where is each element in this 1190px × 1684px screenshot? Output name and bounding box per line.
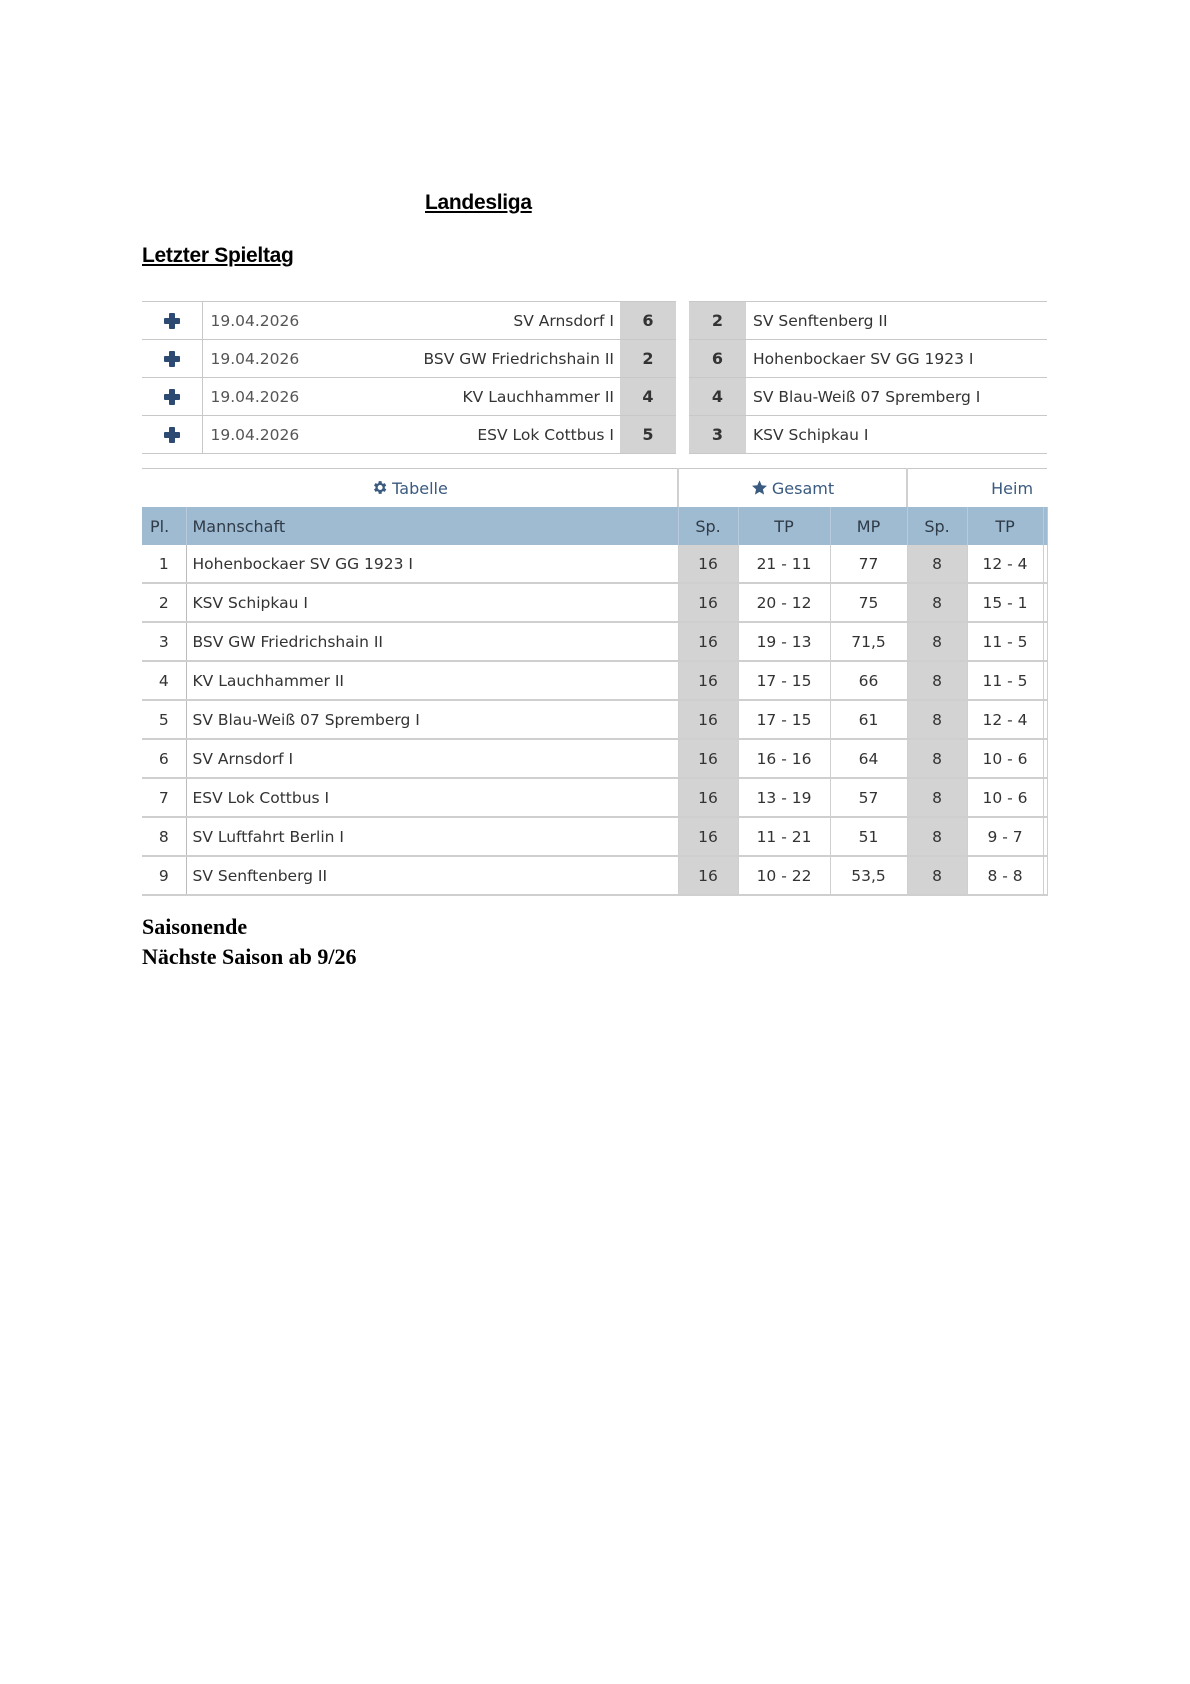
standings-row (142, 661, 1047, 700)
away-score: 2 (689, 302, 746, 340)
match-points: 57 (830, 778, 907, 817)
games-played: 16 (678, 856, 738, 895)
col-header-home-sp[interactable]: Sp. (907, 507, 967, 545)
home-team[interactable]: SV Arnsdorf I (362, 302, 620, 340)
col-header-pl[interactable]: Pl. (142, 507, 186, 545)
match-points: 61 (830, 700, 907, 739)
expand-button[interactable] (142, 302, 202, 340)
home-games-played: 8 (907, 778, 967, 817)
cut-cell (1043, 583, 1047, 622)
page-title: Landesliga (425, 191, 532, 214)
home-team[interactable]: KV Lauchhammer II (362, 378, 620, 416)
rank: 3 (142, 622, 186, 661)
next-season-text: Nächste Saison ab 9/26 (142, 944, 357, 969)
expand-button[interactable] (142, 416, 202, 454)
standings-row (142, 545, 1047, 583)
group-header-row (142, 469, 1047, 508)
group-total-label: Gesamt (771, 478, 835, 498)
col-header-cut (1043, 507, 1047, 545)
away-score: 4 (689, 378, 746, 416)
score-separator (676, 302, 689, 340)
col-header-tp[interactable]: TP (738, 507, 830, 545)
plus-icon (164, 313, 180, 329)
team-name[interactable]: SV Blau-Weiß 07 Spremberg I (186, 700, 678, 739)
home-games-played: 8 (907, 739, 967, 778)
away-team[interactable]: Hohenbockaer SV GG 1923 I (746, 340, 1047, 378)
footer-note (142, 912, 357, 972)
group-table[interactable] (142, 469, 678, 508)
standings-table (142, 468, 1047, 896)
home-games-played: 8 (907, 661, 967, 700)
result-row (142, 378, 1047, 416)
away-score: 3 (689, 416, 746, 454)
team-name[interactable]: ESV Lok Cottbus I (186, 778, 678, 817)
standings-row (142, 700, 1047, 739)
home-score: 6 (620, 302, 676, 340)
home-team-points: 12 - 4 (967, 700, 1043, 739)
match-points: 51 (830, 817, 907, 856)
home-games-played: 8 (907, 817, 967, 856)
score-separator (676, 378, 689, 416)
home-team-points: 11 - 5 (967, 661, 1043, 700)
plus-icon (164, 351, 180, 367)
team-points: 11 - 21 (738, 817, 830, 856)
match-points: 66 (830, 661, 907, 700)
cut-cell (1043, 739, 1047, 778)
score-separator (676, 340, 689, 378)
team-points: 13 - 19 (738, 778, 830, 817)
cut-cell (1043, 545, 1047, 583)
results-table (142, 301, 1047, 454)
games-played: 16 (678, 739, 738, 778)
team-name[interactable]: KSV Schipkau I (186, 583, 678, 622)
expand-button[interactable] (142, 340, 202, 378)
result-row (142, 340, 1047, 378)
cut-cell (1043, 817, 1047, 856)
cut-cell (1043, 856, 1047, 895)
team-name[interactable]: SV Luftfahrt Berlin I (186, 817, 678, 856)
team-name[interactable]: SV Arnsdorf I (186, 739, 678, 778)
cut-cell (1043, 778, 1047, 817)
team-name[interactable]: SV Senftenberg II (186, 856, 678, 895)
score-separator (676, 416, 689, 454)
home-team-points: 8 - 8 (967, 856, 1043, 895)
col-header-sp[interactable]: Sp. (678, 507, 738, 545)
match-points: 75 (830, 583, 907, 622)
match-date: 19.04.2026 (202, 378, 362, 416)
match-points: 77 (830, 545, 907, 583)
match-date: 19.04.2026 (202, 302, 362, 340)
rank: 2 (142, 583, 186, 622)
home-team-points: 10 - 6 (967, 778, 1043, 817)
home-games-played: 8 (907, 583, 967, 622)
home-team-points: 9 - 7 (967, 817, 1043, 856)
games-played: 16 (678, 778, 738, 817)
away-team[interactable]: SV Blau-Weiß 07 Spremberg I (746, 378, 1047, 416)
standings-row (142, 622, 1047, 661)
group-home-label: Heim (991, 478, 1034, 498)
home-team-points: 15 - 1 (967, 583, 1043, 622)
home-team-points: 11 - 5 (967, 622, 1043, 661)
home-games-played: 8 (907, 622, 967, 661)
home-team-points: 10 - 6 (967, 739, 1043, 778)
home-score: 4 (620, 378, 676, 416)
plus-icon (164, 389, 180, 405)
rank: 4 (142, 661, 186, 700)
games-played: 16 (678, 583, 738, 622)
rank: 6 (142, 739, 186, 778)
home-team[interactable]: ESV Lok Cottbus I (362, 416, 620, 454)
group-total[interactable] (678, 469, 907, 508)
expand-button[interactable] (142, 378, 202, 416)
home-games-played: 8 (907, 856, 967, 895)
away-team[interactable]: KSV Schipkau I (746, 416, 1047, 454)
home-games-played: 8 (907, 545, 967, 583)
rank: 5 (142, 700, 186, 739)
standings-row (142, 778, 1047, 817)
rank: 7 (142, 778, 186, 817)
games-played: 16 (678, 700, 738, 739)
group-table-label: Tabelle (392, 478, 448, 498)
away-team[interactable]: SV Senftenberg II (746, 302, 1047, 340)
cut-cell (1043, 661, 1047, 700)
team-points: 10 - 22 (738, 856, 830, 895)
col-header-team[interactable]: Mannschaft (186, 507, 678, 545)
cut-cell (1043, 622, 1047, 661)
standings-row (142, 856, 1047, 895)
match-points: 71,5 (830, 622, 907, 661)
column-header-row (142, 507, 1047, 545)
games-played: 16 (678, 817, 738, 856)
home-team-points: 12 - 4 (967, 545, 1043, 583)
result-row (142, 416, 1047, 454)
games-played: 16 (678, 661, 738, 700)
home-team[interactable]: BSV GW Friedrichshain II (362, 340, 620, 378)
team-name[interactable]: KV Lauchhammer II (186, 661, 678, 700)
team-name[interactable]: Hohenbockaer SV GG 1923 I (186, 545, 678, 583)
home-score: 5 (620, 416, 676, 454)
col-header-home-tp[interactable]: TP (967, 507, 1043, 545)
home-score: 2 (620, 340, 676, 378)
gear-icon (371, 479, 388, 496)
games-played: 16 (678, 545, 738, 583)
match-date: 19.04.2026 (202, 416, 362, 454)
standings-row (142, 739, 1047, 778)
team-points: 21 - 11 (738, 545, 830, 583)
rank: 9 (142, 856, 186, 895)
season-end-text: Saisonende (142, 914, 248, 939)
match-date: 19.04.2026 (202, 340, 362, 378)
team-name[interactable]: BSV GW Friedrichshain II (186, 622, 678, 661)
standings-row (142, 583, 1047, 622)
team-points: 19 - 13 (738, 622, 830, 661)
cut-cell (1043, 700, 1047, 739)
section-title-last-matchday: Letzter Spieltag (142, 244, 294, 267)
match-points: 53,5 (830, 856, 907, 895)
match-points: 64 (830, 739, 907, 778)
away-score: 6 (689, 340, 746, 378)
standings-row (142, 817, 1047, 856)
team-points: 17 - 15 (738, 661, 830, 700)
rank: 1 (142, 545, 186, 583)
team-points: 20 - 12 (738, 583, 830, 622)
rank: 8 (142, 817, 186, 856)
col-header-mp[interactable]: MP (830, 507, 907, 545)
group-home[interactable] (907, 469, 1047, 508)
games-played: 16 (678, 622, 738, 661)
team-points: 16 - 16 (738, 739, 830, 778)
team-points: 17 - 15 (738, 700, 830, 739)
plus-icon (164, 427, 180, 443)
result-row (142, 302, 1047, 340)
home-games-played: 8 (907, 700, 967, 739)
star-icon (751, 479, 768, 496)
